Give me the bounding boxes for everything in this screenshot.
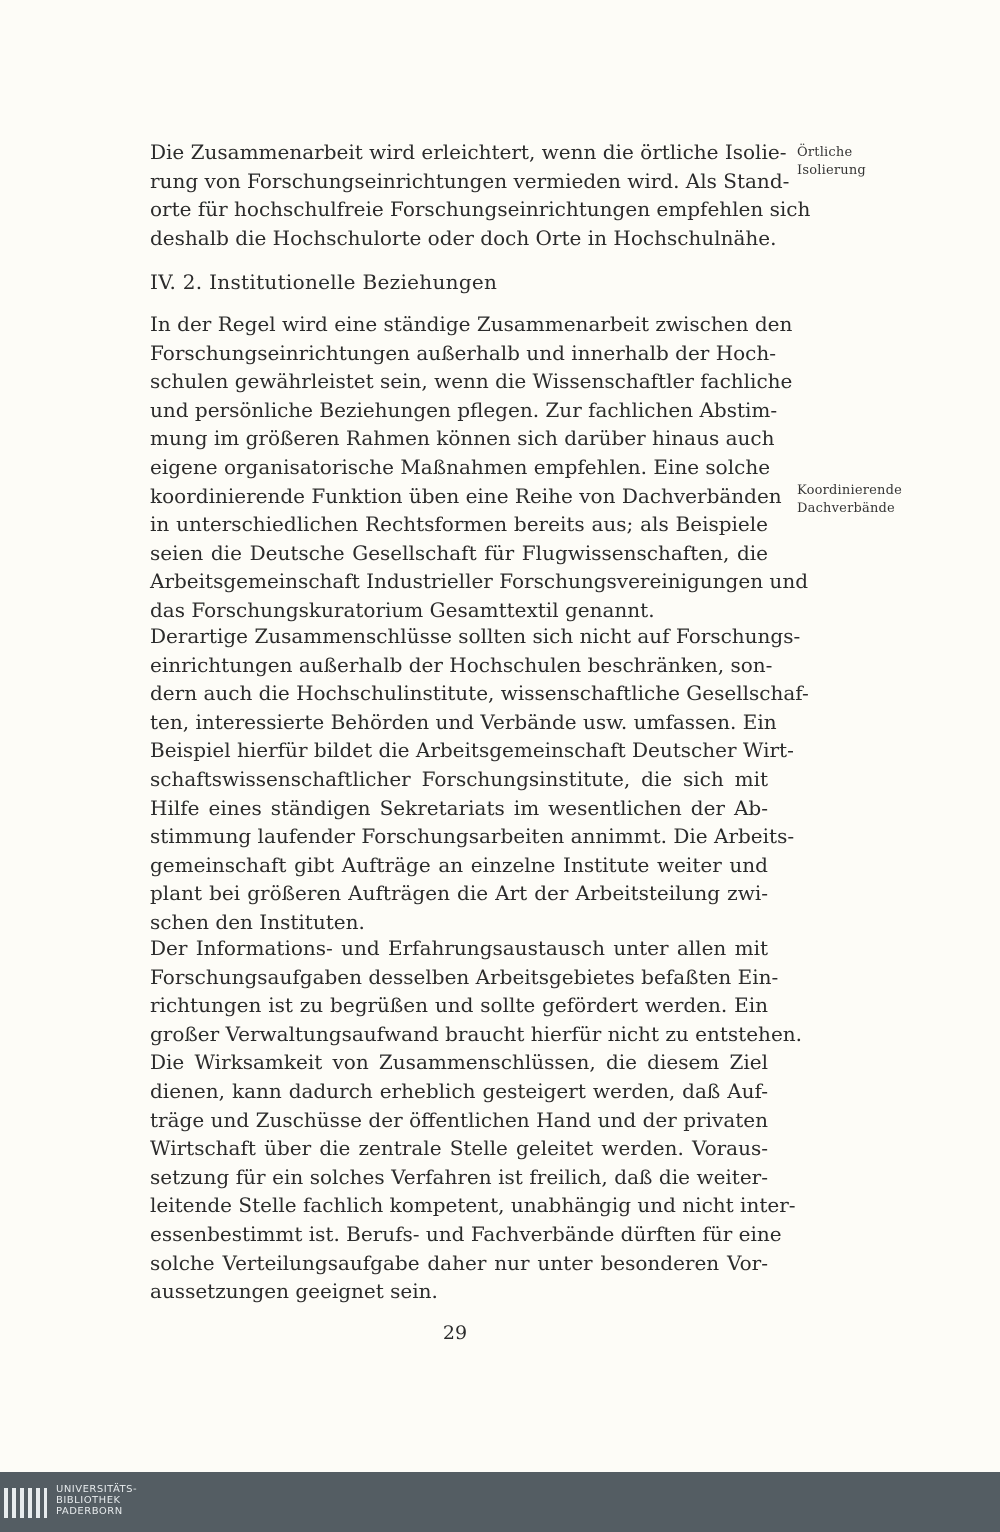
margin-note-oertliche-isolierung	[797, 144, 866, 180]
logo-text-line: UNIVERSITÄTS-	[56, 1484, 138, 1495]
text-line: richtungen ist zu begrüßen und sollte gefördert werden. Ein	[150, 993, 768, 1018]
logo-text-line: BIBLIOTHEK	[56, 1495, 121, 1506]
text-line: Die Wirksamkeit von Zusammenschlüssen, die diesem Ziel	[150, 1050, 768, 1075]
paragraph-1	[150, 138, 811, 252]
margin-note-line: Isolierung	[797, 163, 866, 178]
page-number: 29	[442, 1322, 468, 1344]
paragraph-3	[150, 622, 809, 937]
text-line: in unterschiedlichen Rechtsformen bereits aus; als Beispiele	[150, 512, 768, 537]
text-line: einrichtungen außerhalb der Hochschulen beschränken, son-	[150, 652, 773, 677]
text-line: Forschungseinrichtungen außerhalb und innerhalb der Hoch-	[150, 340, 777, 365]
text-line: plant bei größeren Aufträgen die Art der Arbeitsteilung zwi-	[150, 881, 768, 906]
margin-note-line: Örtliche	[797, 145, 853, 160]
paragraph-4	[150, 934, 803, 1306]
text-line: schaftswissenschaftlicher Forschungsinstitute, die sich mit	[150, 766, 768, 791]
text-line: leitende Stelle fachlich kompetent, unabhängig und nicht inter-	[150, 1193, 796, 1218]
text-line: deshalb die Hochschulorte oder doch Orte in Hochschulnähe.	[150, 225, 777, 250]
footer-bar	[0, 1472, 1000, 1532]
text-line: orte für hochschulfreie Forschungseinrichtungen empfehlen sich	[150, 197, 811, 222]
text-line: Die Zusammenarbeit wird erleichtert, wenn die örtliche Isolie-	[150, 140, 787, 164]
text-line: essenbestimmt ist. Berufs- und Fachverbände dürften für eine	[150, 1221, 782, 1246]
text-line: In der Regel wird eine ständige Zusammenarbeit zwischen den	[150, 312, 793, 336]
library-logo	[4, 1484, 144, 1522]
text-line: das Forschungskuratorium Gesamttextil genannt.	[150, 597, 655, 622]
text-line: schen den Instituten.	[150, 909, 365, 934]
text-line: solche Verteilungsaufgabe daher nur unter besonderen Vor-	[150, 1250, 768, 1275]
text-line: dern auch die Hochschulinstitute, wissenschaftliche Gesellschaf-	[150, 681, 809, 706]
text-line: aussetzungen geeignet sein.	[150, 1279, 438, 1304]
paragraph-2	[150, 310, 808, 625]
text-line: rung von Forschungseinrichtungen vermieden wird. Als Stand-	[150, 168, 790, 193]
text-line: Hilfe eines ständigen Sekretariats im wesentlichen der Ab-	[150, 795, 768, 820]
text-line: dienen, kann dadurch erheblich gesteigert werden, daß Auf-	[150, 1078, 768, 1103]
text-line: Wirtschaft über die zentrale Stelle geleitet werden. Voraus-	[150, 1136, 768, 1161]
text-line: und persönliche Beziehungen pflegen. Zur fachlichen Abstim-	[150, 397, 778, 422]
text-line: stimmung laufender Forschungsarbeiten annimmt. Die Arbeits-	[150, 824, 795, 849]
text-line: Arbeitsgemeinschaft Industrieller Forschungsvereinigungen und	[150, 569, 808, 594]
text-line: setzung für ein solches Verfahren ist freilich, daß die weiter-	[150, 1164, 768, 1189]
margin-note-line: Dachverbände	[797, 501, 895, 516]
text-line: koordinierende Funktion üben eine Reihe von Dachverbänden	[150, 483, 782, 508]
text-line: eigene organisatorische Maßnahmen empfehlen. Eine solche	[150, 454, 771, 479]
text-line: schulen gewährleistet sein, wenn die Wissenschaftler fachliche	[150, 369, 793, 394]
library-logo-text	[56, 1484, 137, 1517]
text-line: Der Informations- und Erfahrungsaustausch unter allen mit	[150, 936, 768, 960]
text-line: seien die Deutsche Gesellschaft für Flugwissenschaften, die	[150, 540, 768, 565]
text-line: Forschungsaufgaben desselben Arbeitsgebietes befaßten Ein-	[150, 964, 779, 989]
margin-note-line: Koordinierende	[797, 483, 903, 498]
text-line: großer Verwaltungsaufwand braucht hierfür nicht zu entstehen.	[150, 1021, 803, 1046]
text-line: gemeinschaft gibt Aufträge an einzelne Institute weiter und	[150, 852, 768, 877]
text-line: Derartige Zusammenschlüsse sollten sich nicht auf Forschungs-	[150, 624, 801, 648]
text-line: Beispiel hierfür bildet die Arbeitsgemeinschaft Deutscher Wirt-	[150, 738, 794, 763]
library-logo-icon	[4, 1488, 48, 1518]
margin-note-koordinierende-dachverbaende	[797, 482, 902, 518]
text-line: ten, interessierte Behörden und Verbände usw. umfassen. Ein	[150, 709, 777, 734]
section-heading: IV. 2. Institutionelle Beziehungen	[150, 270, 498, 294]
text-line: träge und Zuschüsse der öffentlichen Hand und der privaten	[150, 1107, 768, 1132]
text-line: mung im größeren Rahmen können sich darüber hinaus auch	[150, 426, 775, 451]
logo-text-line: PADERBORN	[56, 1506, 123, 1517]
